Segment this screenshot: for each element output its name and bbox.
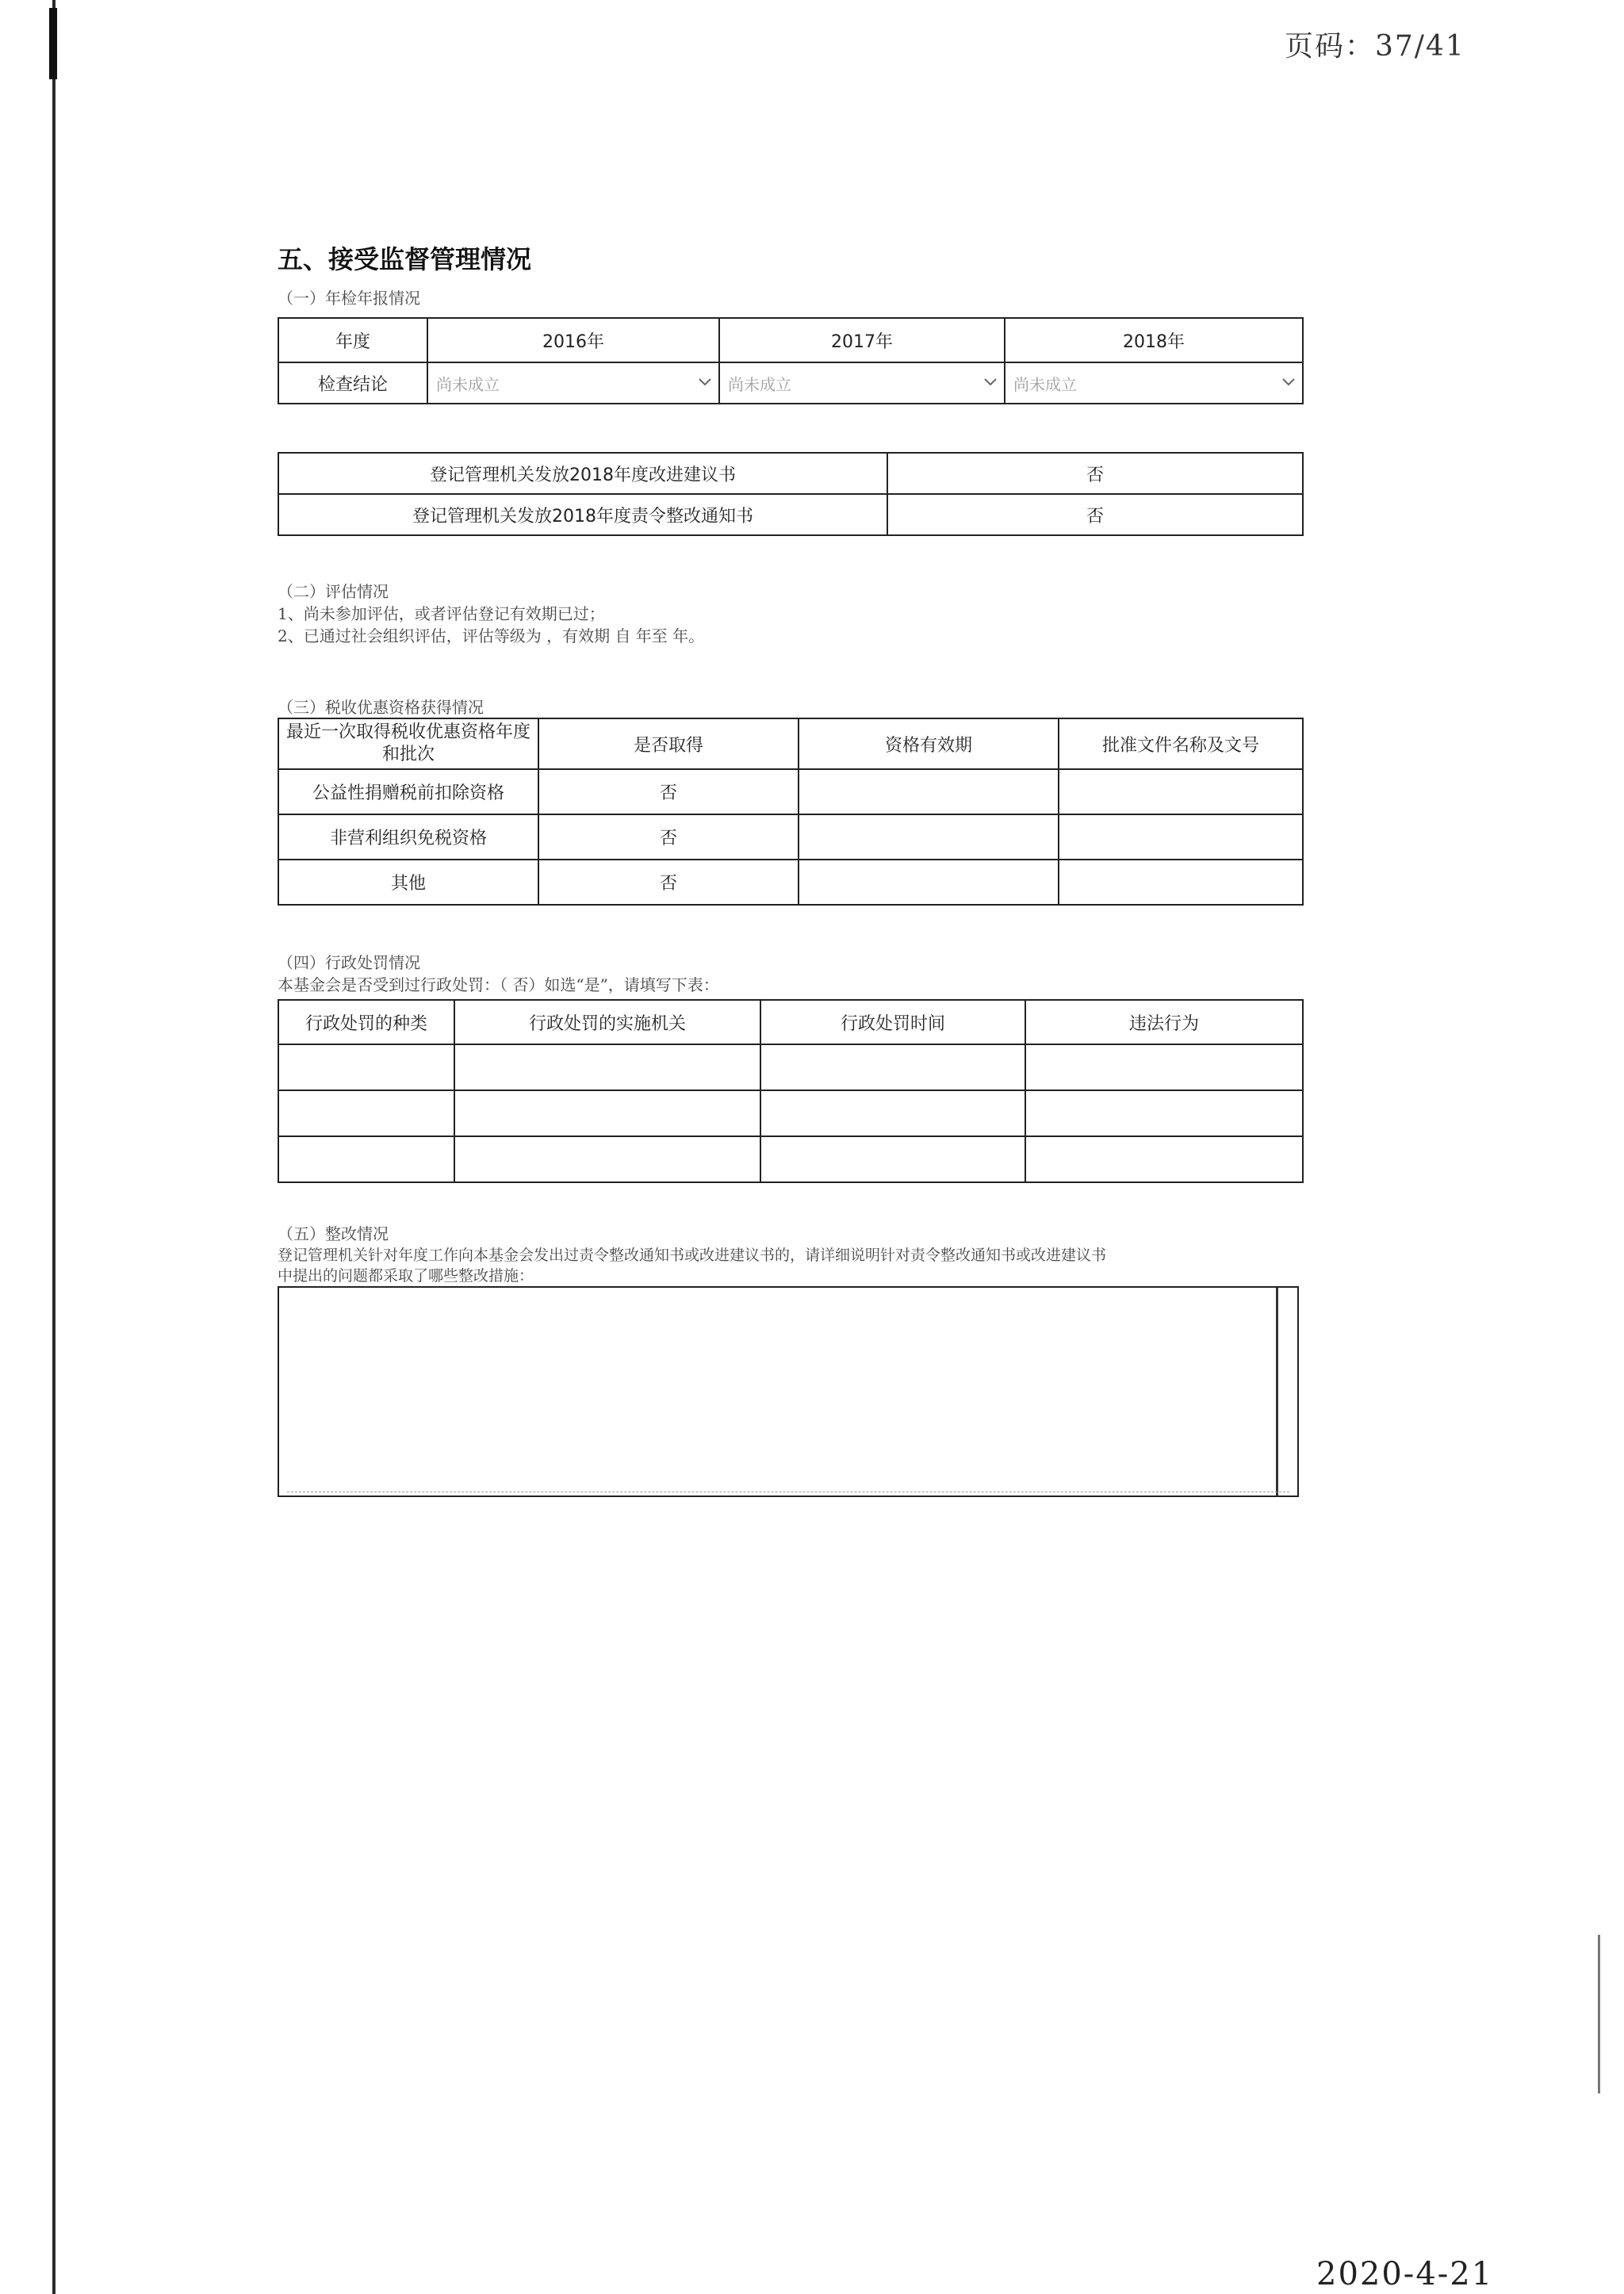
annual-inspection-table	[278, 317, 1304, 404]
conclusion-select-2016[interactable]	[427, 362, 719, 404]
tax-qualification-table	[278, 718, 1304, 906]
table-cell	[760, 1044, 1025, 1090]
column-header: 违法行为	[1025, 1000, 1303, 1044]
evaluation-line: 2、已通过社会组织评估，评估等级为 ，有效期 自 年至 年。	[278, 626, 705, 645]
section3-heading: （三）税收优惠资格获得情况	[278, 698, 484, 717]
scan-edge-line	[52, 0, 56, 2294]
row-label-year: 年度	[278, 318, 427, 362]
textarea-scrollbar[interactable]	[1276, 1288, 1278, 1496]
table-cell	[799, 769, 1059, 814]
table-cell	[799, 814, 1059, 860]
year-row	[278, 318, 1303, 362]
scan-edge-line-right	[1598, 1935, 1600, 2093]
notice-value: 否	[887, 453, 1303, 494]
table-cell	[1025, 1136, 1303, 1182]
year-cell: 2018年	[1005, 318, 1303, 362]
section1-heading: （一）年检年报情况	[278, 289, 420, 308]
table-row	[278, 860, 1303, 905]
administrative-penalty-table	[278, 999, 1304, 1183]
table-cell	[454, 1136, 760, 1182]
conclusion-select-2017[interactable]	[719, 362, 1005, 404]
column-header: 最近一次取得税收优惠资格年度和批次	[278, 718, 538, 769]
rectification-textarea[interactable]	[278, 1286, 1299, 1497]
table-cell: 其他	[278, 860, 538, 905]
evaluation-line: 1、尚未参加评估，或者评估登记有效期已过；	[278, 604, 605, 623]
table-cell	[799, 860, 1059, 905]
chevron-down-icon	[1280, 373, 1297, 391]
table-cell	[1025, 1090, 1303, 1136]
column-header: 行政处罚的种类	[278, 1000, 454, 1044]
conclusion-select-2018[interactable]	[1005, 362, 1303, 404]
chevron-down-icon	[982, 373, 999, 391]
table-header-row	[278, 718, 1303, 769]
notice-row	[278, 453, 1303, 494]
column-header: 资格有效期	[799, 718, 1059, 769]
chevron-down-icon	[696, 373, 714, 391]
section2-heading: （二）评估情况	[278, 582, 389, 601]
table-cell	[760, 1090, 1025, 1136]
section4-heading: （四）行政处罚情况	[278, 953, 420, 972]
table-cell: 否	[538, 814, 799, 860]
rectification-instructions: 登记管理机关针对年度工作向本基金会发出过责令整改通知书或改进建议书的，请详细说明针对责令整改通知书或改进建议书	[278, 1247, 1107, 1264]
table-cell: 非营利组织免税资格	[278, 814, 538, 860]
table-cell	[1025, 1044, 1303, 1090]
column-header: 批准文件名称及文号	[1059, 718, 1303, 769]
table-cell	[278, 1090, 454, 1136]
scan-edge-mark	[49, 8, 57, 79]
year-cell: 2016年	[427, 318, 719, 362]
table-cell	[760, 1136, 1025, 1182]
column-header: 行政处罚时间	[760, 1000, 1025, 1044]
year-cell: 2017年	[719, 318, 1005, 362]
table-row	[278, 1136, 1303, 1182]
notice-label: 登记管理机关发放2018年度改进建议书	[278, 453, 887, 494]
table-cell: 否	[538, 769, 799, 814]
section-title: 五、接受监督管理情况	[278, 244, 532, 274]
row-label-conclusion: 检查结论	[278, 362, 427, 404]
table-cell	[454, 1090, 760, 1136]
section5-heading: （五）整改情况	[278, 1224, 389, 1243]
table-row	[278, 769, 1303, 814]
table-cell	[278, 1044, 454, 1090]
conclusion-row	[278, 362, 1303, 404]
notice-row	[278, 494, 1303, 535]
conclusion-select-value: 尚未成立	[728, 374, 791, 394]
rectification-instructions: 中提出的问题都采取了哪些整改措施：	[278, 1267, 534, 1285]
penalty-question: 本基金会是否受到过行政处罚：（ 否）如选“是”，请填写下表：	[278, 975, 719, 994]
table-cell	[454, 1044, 760, 1090]
table-cell	[1059, 860, 1303, 905]
page-number: 页码：37/41	[1285, 30, 1465, 63]
table-cell	[278, 1136, 454, 1182]
notice-value: 否	[887, 494, 1303, 535]
table-row	[278, 1090, 1303, 1136]
table-cell	[1059, 769, 1303, 814]
column-header: 行政处罚的实施机关	[454, 1000, 760, 1044]
conclusion-select-value: 尚未成立	[1013, 374, 1077, 394]
table-row	[278, 1044, 1303, 1090]
column-header: 是否取得	[538, 718, 799, 769]
notices-table	[278, 452, 1304, 536]
table-header-row	[278, 1000, 1303, 1044]
table-cell	[1059, 814, 1303, 860]
notice-label: 登记管理机关发放2018年度责令整改通知书	[278, 494, 887, 535]
print-date: 2020-4-21	[1316, 2256, 1494, 2292]
table-row	[278, 814, 1303, 860]
table-cell: 公益性捐赠税前扣除资格	[278, 769, 538, 814]
table-cell: 否	[538, 860, 799, 905]
conclusion-select-value: 尚未成立	[436, 374, 500, 394]
